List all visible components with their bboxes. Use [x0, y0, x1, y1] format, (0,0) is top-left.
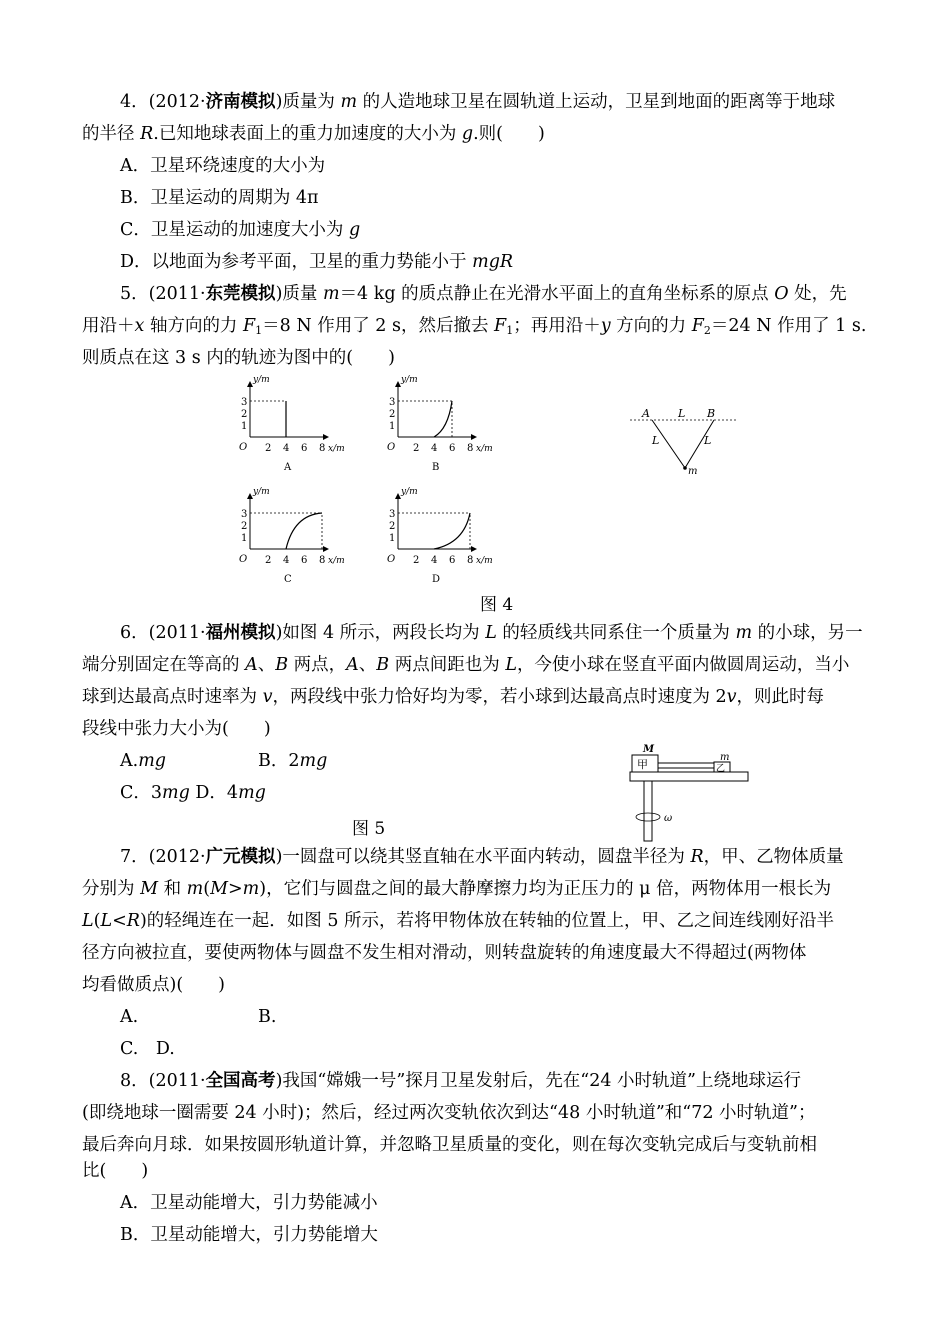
svg-text:8: 8: [319, 555, 326, 566]
svg-text:1: 1: [389, 533, 396, 544]
svg-text:6: 6: [449, 555, 456, 566]
graph-b: [387, 375, 493, 473]
ball: [683, 466, 687, 470]
q7-line-4: 径方向被拉直，要使两物体与圆盘不发生相对滑动，则转盘旋转的角速度最大不得超过(两物体: [82, 943, 807, 963]
trajectory-line: [434, 401, 452, 437]
q8-option-b: B．卫星动能增大，引力势能增大: [120, 1225, 378, 1245]
q6-option-b: B．2mg: [258, 751, 328, 771]
q6-line-3: 球到达最高点时速率为 v，两段线中张力恰好均为零，若小球到达最高点时速度为 2v，则此时每: [82, 687, 825, 707]
svg-text:1: 1: [389, 421, 396, 432]
q8-source: 全国高考: [205, 1071, 276, 1091]
svg-text:M: M: [643, 744, 655, 755]
q7-line-2: 分别为 M 和 m(M>m)，它们与圆盘之间的最大静摩擦力均为正压力的 μ 倍，两物体用一根长为: [82, 879, 832, 899]
y-axis-label: y/m: [253, 487, 270, 497]
axle: [644, 781, 652, 841]
svg-text:A: A: [642, 407, 650, 420]
svg-text:1: 1: [241, 421, 248, 432]
q6-option-a: A.mg: [120, 751, 166, 771]
q6-source: 福州模拟: [205, 623, 276, 643]
q6-line-1: 6．(2011·福州模拟)如图 4 所示，两段长均为 L 的轻质线共同系住一个质量为 m 的小球，另一: [120, 623, 863, 643]
svg-text:ω: ω: [664, 813, 673, 824]
q7-source: 广元模拟: [205, 847, 276, 867]
origin-label: O: [239, 442, 248, 453]
trajectory-line: [434, 513, 470, 549]
svg-text:3: 3: [389, 509, 396, 520]
svg-text:4: 4: [283, 443, 290, 454]
svg-text:8: 8: [467, 443, 474, 454]
q6-line-2: 端分别固定在等高的 A、B 两点，A、B 两点间距也为 L，今使小球在竖直平面内做圆周运动，当小: [82, 655, 850, 675]
q8-line-3: 最后奔向月球．如果按圆形轨道计算，并忽略卫星质量的变化，则在每次变轨完成后与变轨前相: [82, 1135, 817, 1155]
svg-text:2: 2: [389, 409, 396, 420]
x-axis-label: x/m: [328, 444, 345, 454]
x-axis-label: x/m: [476, 556, 493, 566]
q4-option-d: D．以地面为参考平面，卫星的重力势能小于 mgR: [120, 252, 514, 272]
q6-option-cd: C．3mg D．4mg: [120, 783, 266, 803]
q4-option-c: C．卫星运动的加速度大小为 g: [120, 220, 361, 240]
svg-text:6: 6: [301, 555, 308, 566]
y-axis-label: y/m: [401, 487, 418, 497]
q7-option-b: B.: [258, 1007, 277, 1027]
svg-text:L: L: [704, 434, 712, 447]
q8-line-2: (即绕地球一圈需要 24 小时)；然后，经过两次变轨依次到达“48 小时轨道”和“72 小时轨道”；: [82, 1103, 816, 1123]
origin-label: O: [239, 554, 248, 565]
svg-text:3: 3: [389, 397, 396, 408]
disk: [630, 772, 748, 781]
svg-text:1: 1: [241, 533, 248, 544]
svg-text:2: 2: [389, 521, 396, 532]
svg-text:L: L: [652, 434, 660, 447]
y-axis-label: y/m: [253, 375, 270, 385]
q4-option-a: A．卫星环绕速度的大小为: [120, 156, 326, 176]
svg-text:6: 6: [449, 443, 456, 454]
q4-line-1: 4．(2012·济南模拟)质量为 m 的人造地球卫星在圆轨道上运动，卫星到地面的距离等于地球: [120, 92, 836, 112]
svg-text:3: 3: [241, 397, 248, 408]
q7-line-5: 均看做质点)( ): [82, 975, 225, 995]
graph-d: [387, 487, 493, 585]
svg-text:m: m: [720, 752, 730, 763]
graph-label: B: [432, 462, 440, 473]
svg-text:m: m: [688, 466, 698, 477]
trajectory-graphs: [230, 375, 510, 585]
q7-line-1: 7．(2012·广元模拟)一圆盘可以绕其竖直轴在水平面内转动，圆盘半径为 R，甲、乙物体质量: [120, 847, 844, 867]
x-axis-label: x/m: [328, 556, 345, 566]
svg-text:8: 8: [467, 555, 474, 566]
q4-line-2: 的半径 R.已知地球表面上的重力加速度的大小为 g.则( ): [82, 124, 545, 144]
svg-text:2: 2: [413, 555, 420, 566]
svg-text:L: L: [678, 407, 686, 420]
svg-text:2: 2: [241, 521, 248, 532]
trajectory-line: [286, 513, 322, 549]
svg-text:3: 3: [241, 509, 248, 520]
svg-text:乙: 乙: [716, 764, 726, 774]
x-axis-label: x/m: [476, 444, 493, 454]
q7-option-cd: C. D.: [120, 1039, 175, 1059]
svg-text:2: 2: [413, 443, 420, 454]
svg-text:4: 4: [431, 555, 438, 566]
q8-line-4: 比( ): [82, 1161, 149, 1181]
graph-label: A: [284, 462, 292, 473]
figure-5-caption: 图 5: [352, 819, 386, 839]
svg-text:4: 4: [283, 555, 290, 566]
svg-text:4: 4: [431, 443, 438, 454]
q7-line-3: L(L<R)的轻绳连在一起．如图 5 所示，若将甲物体放在转轴的位置上，甲、乙之间连线刚好沿半: [82, 911, 835, 931]
graph-c: [239, 487, 345, 585]
figure-4-caption: 图 4: [480, 595, 514, 615]
graph-label: C: [284, 574, 292, 585]
graph-a: [239, 375, 345, 473]
q4-option-b: B．卫星运动的周期为 4π: [120, 188, 319, 208]
svg-text:甲: 甲: [637, 758, 648, 771]
y-axis-label: y/m: [401, 375, 418, 385]
origin-label: O: [387, 442, 396, 453]
figure-4-diagram: [630, 400, 740, 480]
figure-5-diagram: [620, 735, 760, 845]
q7-option-a: A.: [120, 1007, 139, 1027]
q8-option-a: A．卫星动能增大，引力势能减小: [120, 1193, 378, 1213]
origin-label: O: [387, 554, 396, 565]
q4-source: 济南模拟: [205, 92, 276, 112]
svg-text:B: B: [707, 407, 716, 420]
svg-text:2: 2: [241, 409, 248, 420]
svg-text:6: 6: [301, 443, 308, 454]
q5-line-2: 用沿＋x 轴方向的力 $F_1=8$ N 作用了 2 s，然后撤去 $F_1$；再用沿＋y 方向的力 $F_2=24$ N 作用了 1 s.: [82, 316, 867, 337]
q5-source: 东莞模拟: [205, 284, 276, 304]
svg-text:8: 8: [319, 443, 326, 454]
q8-line-1: 8．(2011·全国高考)我国“嫦娥一号”探月卫星发射后，先在“24 小时轨道”上绕地球运行: [120, 1071, 802, 1091]
q6-line-4: 段线中张力大小为( ): [82, 719, 271, 739]
graph-label: D: [432, 574, 441, 585]
svg-text:2: 2: [265, 555, 272, 566]
q5-line-1: 5．(2011·东莞模拟)质量 m＝4 kg 的质点静止在光滑水平面上的直角坐标系的原点 O 处，先: [120, 284, 847, 304]
q5-line-3: 则质点在这 3 s 内的轨迹为图中的( ): [82, 348, 395, 368]
svg-text:2: 2: [265, 443, 272, 454]
